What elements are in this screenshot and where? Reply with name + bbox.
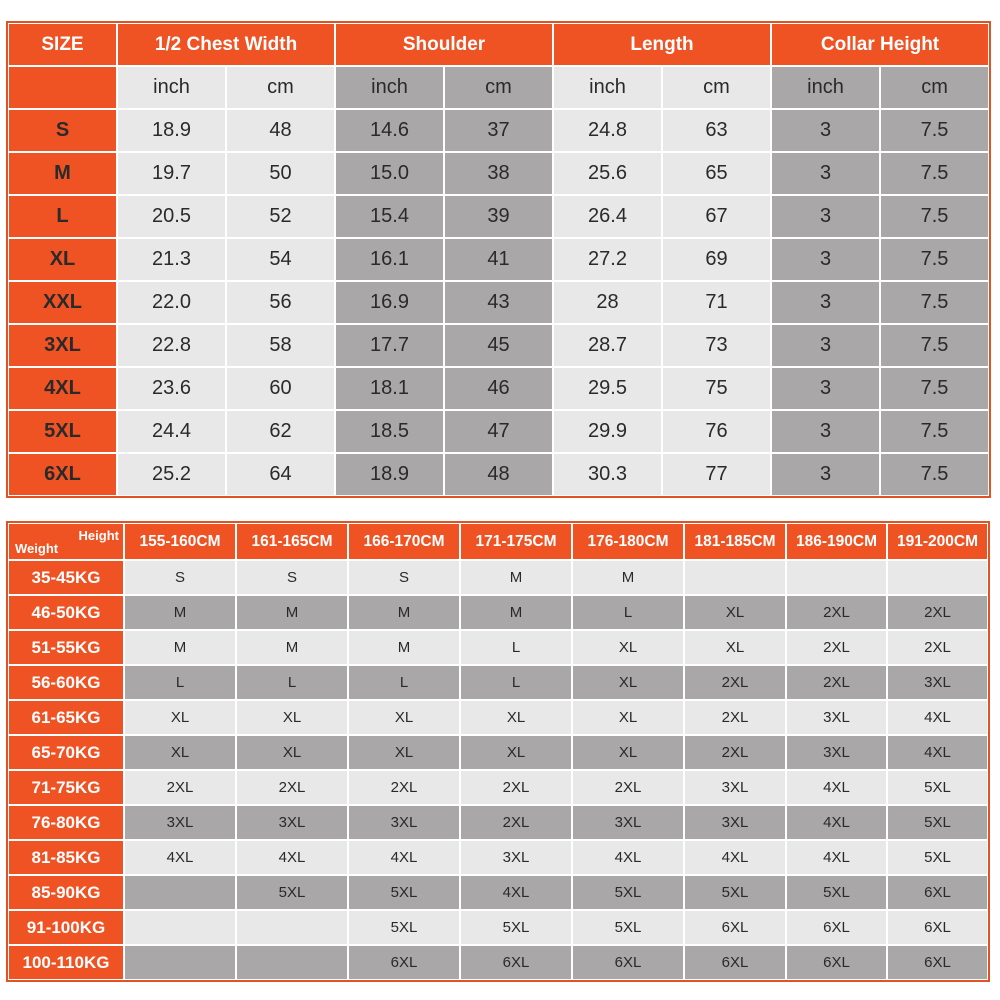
- size-row: [8, 195, 989, 238]
- weight-row: [8, 770, 988, 805]
- recommended-size-cell: L: [460, 630, 572, 665]
- recommended-size-cell: S: [236, 560, 348, 595]
- recommended-size-cell: 4XL: [786, 770, 887, 805]
- measurement-cell: 63: [662, 109, 771, 152]
- unit-label: inch: [335, 66, 444, 109]
- weight-range-label: 100-110KG: [8, 945, 124, 980]
- measurement-cell: 62: [226, 410, 335, 453]
- recommended-size-cell: 3XL: [887, 665, 988, 700]
- measurement-cell: 37: [444, 109, 553, 152]
- height-range-header: 166-170CM: [348, 523, 460, 560]
- recommended-size-cell: M: [236, 630, 348, 665]
- measurement-cell: 77: [662, 453, 771, 496]
- recommended-size-cell: 3XL: [124, 805, 236, 840]
- recommended-size-cell: XL: [572, 630, 684, 665]
- recommended-size-cell: 2XL: [786, 665, 887, 700]
- measurement-cell: 3: [771, 281, 880, 324]
- size-label: 6XL: [8, 453, 117, 496]
- measurement-cell: 25.2: [117, 453, 226, 496]
- recommended-size-cell: S: [124, 560, 236, 595]
- recommended-size-cell: 6XL: [887, 875, 988, 910]
- height-range-header: 176-180CM: [572, 523, 684, 560]
- unit-label: inch: [117, 66, 226, 109]
- recommended-size-cell: M: [460, 595, 572, 630]
- recommended-size-cell: L: [348, 665, 460, 700]
- corner-header-cell: [8, 523, 124, 560]
- measurement-cell: 19.7: [117, 152, 226, 195]
- recommended-size-cell: [124, 945, 236, 980]
- recommended-size-cell: XL: [460, 700, 572, 735]
- size-label: L: [8, 195, 117, 238]
- recommended-size-cell: 6XL: [460, 945, 572, 980]
- recommended-size-cell: XL: [124, 735, 236, 770]
- measurement-cell: 18.9: [335, 453, 444, 496]
- height-range-header: 161-165CM: [236, 523, 348, 560]
- height-range-header: 181-185CM: [684, 523, 786, 560]
- measurement-cell: 7.5: [880, 410, 989, 453]
- recommended-size-cell: 4XL: [572, 840, 684, 875]
- recommended-size-cell: 4XL: [887, 735, 988, 770]
- recommended-size-cell: 4XL: [124, 840, 236, 875]
- measurement-cell: 65: [662, 152, 771, 195]
- weight-range-label: 85-90KG: [8, 875, 124, 910]
- weight-row: [8, 805, 988, 840]
- recommended-size-cell: 5XL: [348, 910, 460, 945]
- unit-label: cm: [880, 66, 989, 109]
- recommended-size-cell: 4XL: [460, 875, 572, 910]
- recommended-size-cell: XL: [236, 700, 348, 735]
- measurement-cell: 22.0: [117, 281, 226, 324]
- measurement-cell: 7.5: [880, 453, 989, 496]
- recommended-size-cell: 6XL: [348, 945, 460, 980]
- size-label: 5XL: [8, 410, 117, 453]
- recommended-size-cell: 4XL: [786, 805, 887, 840]
- size-row: [8, 109, 989, 152]
- measurement-cell: 67: [662, 195, 771, 238]
- recommended-size-cell: XL: [348, 735, 460, 770]
- recommended-size-cell: L: [460, 665, 572, 700]
- recommended-size-cell: 2XL: [684, 665, 786, 700]
- unit-row: [8, 66, 989, 109]
- height-range-header: 186-190CM: [786, 523, 887, 560]
- recommended-size-cell: [124, 875, 236, 910]
- weight-range-label: 71-75KG: [8, 770, 124, 805]
- recommended-size-cell: 2XL: [786, 595, 887, 630]
- recommended-size-cell: M: [348, 595, 460, 630]
- recommended-size-cell: 2XL: [572, 770, 684, 805]
- recommended-size-cell: M: [124, 595, 236, 630]
- unit-label: cm: [226, 66, 335, 109]
- recommended-size-cell: XL: [572, 665, 684, 700]
- measurement-cell: 7.5: [880, 195, 989, 238]
- recommended-size-cell: L: [124, 665, 236, 700]
- weight-range-label: 35-45KG: [8, 560, 124, 595]
- recommended-size-cell: 4XL: [348, 840, 460, 875]
- recommended-size-cell: 2XL: [236, 770, 348, 805]
- measurement-cell: 23.6: [117, 367, 226, 410]
- weight-range-label: 65-70KG: [8, 735, 124, 770]
- recommended-size-cell: 6XL: [887, 910, 988, 945]
- recommended-size-cell: 3XL: [348, 805, 460, 840]
- measurement-cell: 7.5: [880, 324, 989, 367]
- measurement-cell: 3: [771, 367, 880, 410]
- size-label: M: [8, 152, 117, 195]
- measurement-cell: 29.9: [553, 410, 662, 453]
- recommended-size-cell: 3XL: [786, 735, 887, 770]
- unit-label: inch: [553, 66, 662, 109]
- recommended-size-cell: 3XL: [572, 805, 684, 840]
- size-row: [8, 152, 989, 195]
- weight-range-label: 61-65KG: [8, 700, 124, 735]
- recommended-size-cell: 2XL: [684, 700, 786, 735]
- measurement-cell: 7.5: [880, 152, 989, 195]
- length-header: Length: [553, 23, 771, 66]
- measurement-cell: 3: [771, 152, 880, 195]
- measurement-cell: 3: [771, 109, 880, 152]
- measurement-cell: 54: [226, 238, 335, 281]
- measurement-cell: 18.5: [335, 410, 444, 453]
- size-chart-header-row: [8, 23, 989, 66]
- height-range-header: 191-200CM: [887, 523, 988, 560]
- size-chart-table: [6, 21, 991, 498]
- measurement-cell: 60: [226, 367, 335, 410]
- recommended-size-cell: [124, 910, 236, 945]
- recommended-size-cell: [236, 910, 348, 945]
- recommended-size-cell: 2XL: [348, 770, 460, 805]
- weight-row: [8, 875, 988, 910]
- measurement-cell: 41: [444, 238, 553, 281]
- size-row: [8, 238, 989, 281]
- recommended-size-cell: 5XL: [572, 875, 684, 910]
- recommended-size-cell: 6XL: [684, 910, 786, 945]
- recommended-size-cell: 2XL: [684, 735, 786, 770]
- recommended-size-cell: M: [236, 595, 348, 630]
- recommended-size-cell: [786, 560, 887, 595]
- height-header-row: [8, 523, 988, 560]
- measurement-cell: 24.8: [553, 109, 662, 152]
- measurement-cell: 17.7: [335, 324, 444, 367]
- weight-row: [8, 945, 988, 980]
- recommended-size-cell: 5XL: [887, 805, 988, 840]
- recommended-size-cell: M: [572, 560, 684, 595]
- recommended-size-cell: 2XL: [786, 630, 887, 665]
- measurement-cell: 3: [771, 410, 880, 453]
- measurement-cell: 18.1: [335, 367, 444, 410]
- recommended-size-cell: 4XL: [236, 840, 348, 875]
- recommended-size-cell: 3XL: [786, 700, 887, 735]
- recommended-size-cell: 2XL: [887, 630, 988, 665]
- recommended-size-cell: S: [348, 560, 460, 595]
- weight-row: [8, 735, 988, 770]
- recommended-size-cell: 5XL: [684, 875, 786, 910]
- measurement-cell: 56: [226, 281, 335, 324]
- weight-row: [8, 840, 988, 875]
- recommended-size-cell: XL: [684, 595, 786, 630]
- size-label: XXL: [8, 281, 117, 324]
- recommended-size-cell: 5XL: [887, 770, 988, 805]
- weight-range-label: 91-100KG: [8, 910, 124, 945]
- unit-row-blank-cell: [8, 66, 117, 109]
- weight-row: [8, 595, 988, 630]
- measurement-cell: 3: [771, 324, 880, 367]
- recommended-size-cell: 3XL: [460, 840, 572, 875]
- measurement-cell: 73: [662, 324, 771, 367]
- measurement-cell: 3: [771, 453, 880, 496]
- recommended-size-cell: M: [348, 630, 460, 665]
- measurement-cell: 69: [662, 238, 771, 281]
- measurement-cell: 30.3: [553, 453, 662, 496]
- weight-range-label: 81-85KG: [8, 840, 124, 875]
- recommended-size-cell: 3XL: [684, 770, 786, 805]
- size-label: XL: [8, 238, 117, 281]
- measurement-cell: 18.9: [117, 109, 226, 152]
- size-chart-body: [8, 109, 989, 496]
- recommended-size-cell: 5XL: [786, 875, 887, 910]
- size-column-header: SIZE: [8, 23, 117, 66]
- size-label: S: [8, 109, 117, 152]
- measurement-cell: 52: [226, 195, 335, 238]
- height-weight-chart-body: [8, 560, 988, 980]
- recommended-size-cell: XL: [572, 700, 684, 735]
- recommended-size-cell: XL: [348, 700, 460, 735]
- shoulder-header: Shoulder: [335, 23, 553, 66]
- recommended-size-cell: 6XL: [684, 945, 786, 980]
- recommended-size-cell: XL: [572, 735, 684, 770]
- height-range-header: 155-160CM: [124, 523, 236, 560]
- measurement-cell: 3: [771, 238, 880, 281]
- measurement-cell: 28: [553, 281, 662, 324]
- measurement-cell: 16.1: [335, 238, 444, 281]
- recommended-size-cell: 6XL: [572, 945, 684, 980]
- weight-row: [8, 665, 988, 700]
- weight-row: [8, 560, 988, 595]
- unit-label: inch: [771, 66, 880, 109]
- measurement-cell: 29.5: [553, 367, 662, 410]
- size-row: [8, 453, 989, 496]
- recommended-size-cell: M: [460, 560, 572, 595]
- unit-label: cm: [662, 66, 771, 109]
- recommended-size-cell: M: [124, 630, 236, 665]
- recommended-size-cell: 2XL: [460, 805, 572, 840]
- measurement-cell: 47: [444, 410, 553, 453]
- measurement-cell: 75: [662, 367, 771, 410]
- height-range-header: 171-175CM: [460, 523, 572, 560]
- recommended-size-cell: [887, 560, 988, 595]
- measurement-cell: 15.4: [335, 195, 444, 238]
- size-row: [8, 281, 989, 324]
- measurement-cell: 25.6: [553, 152, 662, 195]
- measurement-cell: 24.4: [117, 410, 226, 453]
- corner-weight-label: Weight: [15, 541, 59, 556]
- recommended-size-cell: XL: [124, 700, 236, 735]
- recommended-size-cell: 3XL: [236, 805, 348, 840]
- weight-row: [8, 700, 988, 735]
- recommended-size-cell: 4XL: [786, 840, 887, 875]
- measurement-cell: 46: [444, 367, 553, 410]
- recommended-size-cell: 2XL: [124, 770, 236, 805]
- measurement-cell: 27.2: [553, 238, 662, 281]
- measurement-cell: 39: [444, 195, 553, 238]
- measurement-cell: 22.8: [117, 324, 226, 367]
- unit-label: cm: [444, 66, 553, 109]
- weight-range-label: 46-50KG: [8, 595, 124, 630]
- recommended-size-cell: 6XL: [786, 910, 887, 945]
- recommended-size-cell: 2XL: [460, 770, 572, 805]
- size-row: [8, 324, 989, 367]
- weight-range-label: 51-55KG: [8, 630, 124, 665]
- recommended-size-cell: 2XL: [887, 595, 988, 630]
- recommended-size-cell: XL: [460, 735, 572, 770]
- recommended-size-cell: XL: [684, 630, 786, 665]
- measurement-cell: 28.7: [553, 324, 662, 367]
- recommended-size-cell: 3XL: [684, 805, 786, 840]
- measurement-cell: 45: [444, 324, 553, 367]
- measurement-cell: 26.4: [553, 195, 662, 238]
- weight-range-label: 76-80KG: [8, 805, 124, 840]
- recommended-size-cell: 6XL: [887, 945, 988, 980]
- measurement-cell: 64: [226, 453, 335, 496]
- measurement-cell: 21.3: [117, 238, 226, 281]
- recommended-size-cell: 5XL: [460, 910, 572, 945]
- measurement-cell: 7.5: [880, 367, 989, 410]
- size-row: [8, 410, 989, 453]
- measurement-cell: 76: [662, 410, 771, 453]
- measurement-cell: 58: [226, 324, 335, 367]
- weight-range-label: 56-60KG: [8, 665, 124, 700]
- measurement-cell: 48: [226, 109, 335, 152]
- measurement-cell: 7.5: [880, 238, 989, 281]
- collar-height-header: Collar Height: [771, 23, 989, 66]
- measurement-cell: 15.0: [335, 152, 444, 195]
- recommended-size-cell: 5XL: [236, 875, 348, 910]
- recommended-size-cell: 5XL: [572, 910, 684, 945]
- measurement-cell: 14.6: [335, 109, 444, 152]
- recommended-size-cell: [236, 945, 348, 980]
- size-label: 4XL: [8, 367, 117, 410]
- measurement-cell: 7.5: [880, 109, 989, 152]
- recommended-size-cell: XL: [236, 735, 348, 770]
- recommended-size-cell: 6XL: [786, 945, 887, 980]
- recommended-size-cell: L: [572, 595, 684, 630]
- weight-row: [8, 630, 988, 665]
- recommended-size-cell: L: [236, 665, 348, 700]
- weight-row: [8, 910, 988, 945]
- measurement-cell: 43: [444, 281, 553, 324]
- height-weight-chart-table: [6, 521, 990, 982]
- corner-height-label: Height: [78, 528, 119, 543]
- chest-width-header: 1/2 Chest Width: [117, 23, 335, 66]
- recommended-size-cell: 4XL: [887, 700, 988, 735]
- size-row: [8, 367, 989, 410]
- measurement-cell: 3: [771, 195, 880, 238]
- measurement-cell: 7.5: [880, 281, 989, 324]
- measurement-cell: 16.9: [335, 281, 444, 324]
- recommended-size-cell: 4XL: [684, 840, 786, 875]
- measurement-cell: 20.5: [117, 195, 226, 238]
- recommended-size-cell: 5XL: [348, 875, 460, 910]
- measurement-cell: 38: [444, 152, 553, 195]
- recommended-size-cell: 5XL: [887, 840, 988, 875]
- size-label: 3XL: [8, 324, 117, 367]
- measurement-cell: 71: [662, 281, 771, 324]
- measurement-cell: 48: [444, 453, 553, 496]
- measurement-cell: 50: [226, 152, 335, 195]
- recommended-size-cell: [684, 560, 786, 595]
